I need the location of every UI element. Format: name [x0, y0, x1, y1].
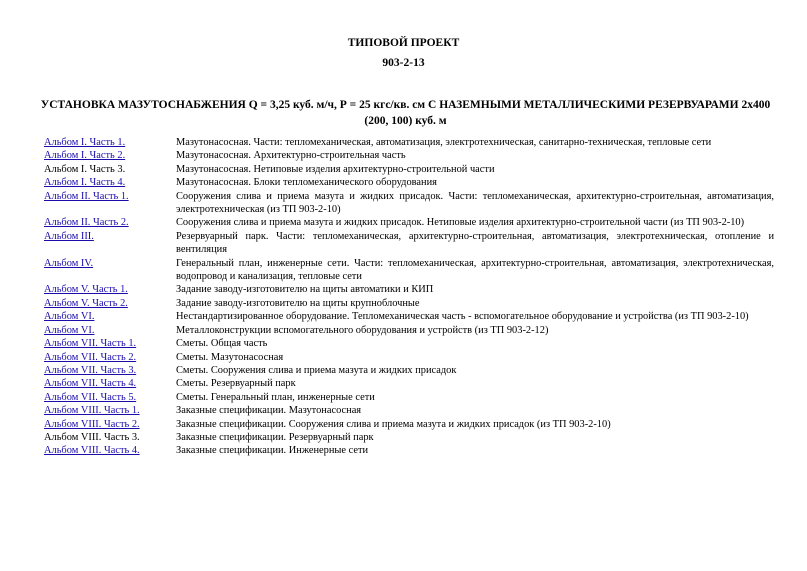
- album-name-cell: [44, 337, 176, 350]
- table-row: [44, 136, 774, 149]
- page-title: УСТАНОВКА МАЗУТОСНАБЖЕНИЯ Q = 3,25 куб. м/ч, Р = 25 кгс/кв. см С НАЗЕМНЫМИ МЕТАЛЛИЧЕСКИМИ РЕЗЕРВУАРАМИ 2х400 (200, 100) куб. м: [40, 99, 771, 127]
- album-description: Задание заводу-изготовителю на щиты автоматики и КИП: [176, 284, 434, 296]
- album-link[interactable]: Альбом I. Часть 1.: [44, 137, 126, 148]
- album-name-cell: [44, 163, 176, 176]
- table-row: [44, 377, 774, 390]
- album-description: Мазутонасосная. Архитектурно-строительная часть: [176, 150, 406, 162]
- album-description: Сметы. Мазутонасосная: [176, 351, 284, 363]
- table-row: [44, 364, 774, 377]
- table-row: [44, 351, 774, 364]
- table-row: [44, 337, 774, 350]
- album-description: Нестандартизированное оборудование. Тепломеханическая часть - вспомогательное оборудование и устройства (из ТП 903-2-10): [176, 311, 749, 323]
- album-description: Мазутонасосная. Нетиповые изделия архитектурно-строительной части: [176, 163, 495, 175]
- album-link[interactable]: Альбом II. Часть 2.: [44, 217, 129, 229]
- table-row: [44, 163, 774, 176]
- album-link[interactable]: Альбом VII. Часть 5.: [44, 391, 137, 403]
- album-link[interactable]: Альбом VIII. Часть 4.: [44, 445, 140, 457]
- album-link[interactable]: Альбом VII. Часть 1.: [44, 338, 137, 350]
- album-name-cell: [44, 283, 176, 296]
- albums-table: [44, 136, 774, 458]
- table-row: [44, 404, 774, 417]
- album-label: Альбом I. Часть 3.: [44, 163, 126, 175]
- album-link[interactable]: Альбом VI.: [44, 311, 95, 323]
- table-row: [44, 149, 774, 162]
- album-name-cell: [44, 149, 176, 162]
- album-link[interactable]: Альбом VII. Часть 2.: [44, 351, 137, 363]
- album-link[interactable]: Альбом I. Часть 2.: [44, 150, 126, 162]
- album-name-cell: [44, 216, 176, 229]
- table-row: [44, 190, 774, 217]
- album-name-cell: [44, 391, 176, 404]
- album-link[interactable]: Альбом VI.: [44, 324, 95, 336]
- album-description: Сооружения слива и приема мазута и жидких присадок. Части: тепломеханическая, архитектурно-строительная, автоматизация, электротехническая (из ТП 903-2-10): [176, 190, 774, 216]
- album-name-cell: [44, 444, 176, 457]
- table-row: [44, 257, 774, 284]
- album-description: Заказные спецификации. Сооружения слива и приема мазута и жидких присадок (из ТП 903-2-10): [176, 418, 611, 430]
- album-link[interactable]: Альбом VIII. Часть 1.: [44, 405, 140, 417]
- album-description: Сметы. Резервуарный парк: [176, 378, 296, 390]
- album-name-cell: [44, 297, 176, 310]
- album-link[interactable]: Альбом II. Часть 1.: [44, 190, 129, 202]
- album-link[interactable]: Альбом VII. Часть 3.: [44, 364, 137, 376]
- table-row: [44, 310, 774, 323]
- table-row: [44, 324, 774, 337]
- album-link[interactable]: Альбом VII. Часть 4.: [44, 378, 137, 390]
- album-link[interactable]: Альбом V. Часть 1.: [44, 284, 128, 296]
- table-row: [44, 431, 774, 444]
- album-description: Заказные спецификации. Инженерные сети: [176, 445, 369, 457]
- table-row: [44, 297, 774, 310]
- album-name-cell: [44, 176, 176, 189]
- album-name-cell: [44, 324, 176, 337]
- album-name-cell: [44, 418, 176, 431]
- album-name-cell: [44, 431, 176, 444]
- album-description: Заказные спецификации. Мазутонасосная: [176, 405, 362, 417]
- table-row: [44, 176, 774, 189]
- album-description: Металлоконструкции вспомогательного оборудования и устройств (из ТП 903-2-12): [176, 324, 549, 336]
- album-description: Сметы. Общая часть: [176, 338, 268, 350]
- album-name-cell: [44, 404, 176, 417]
- album-link[interactable]: Альбом V. Часть 2.: [44, 297, 128, 309]
- album-link[interactable]: Альбом IV.: [44, 257, 94, 269]
- album-name-cell: [44, 230, 176, 257]
- album-description: Мазутонасосная. Части: тепломеханическая, автоматизация, электротехническая, санитарно-техническая, тепловые сети: [176, 137, 712, 148]
- album-description: Сметы. Сооружения слива и приема мазута и жидких присадок: [176, 364, 457, 376]
- album-link[interactable]: Альбом III.: [44, 230, 94, 242]
- album-name-cell: [44, 351, 176, 364]
- album-name-cell: [44, 310, 176, 323]
- table-row: [44, 283, 774, 296]
- album-name-cell: [44, 364, 176, 377]
- album-description: Заказные спецификации. Резервуарный парк: [176, 431, 374, 443]
- table-row: [44, 216, 774, 229]
- album-name-cell: [44, 257, 176, 284]
- album-name-cell: [44, 190, 176, 217]
- album-name-cell: [44, 377, 176, 390]
- album-link[interactable]: Альбом VIII. Часть 2.: [44, 418, 140, 430]
- doc-heading: ТИПОВОЙ ПРОЕКТ: [347, 37, 460, 49]
- project-number: 903-2-13: [382, 57, 425, 69]
- album-description: Сметы. Генеральный план, инженерные сети: [176, 391, 375, 403]
- table-row: [44, 391, 774, 404]
- table-row: [44, 418, 774, 431]
- album-description: Сооружения слива и приема мазута и жидких присадок. Нетиповые изделия архитектурно-строительной части (из ТП 903-2-10): [176, 217, 745, 229]
- table-row: [44, 230, 774, 257]
- album-label: Альбом VIII. Часть 3.: [44, 431, 140, 443]
- table-row: [44, 444, 774, 457]
- album-description: Мазутонасосная. Блоки тепломеханического оборудования: [176, 177, 437, 189]
- album-name-cell: [44, 136, 176, 149]
- album-description: Задание заводу-изготовителю на щиты крупноблочные: [176, 297, 420, 309]
- album-description: Генеральный план, инженерные сети. Части: тепломеханическая, архитектурно-строительная, автоматизация, электротехническая, водопровод и канализация, тепловые сети: [176, 257, 774, 283]
- album-description: Резервуарный парк. Части: тепломеханическая, архитектурно-строительная, автоматизация, электротехническая, отопление и вентиляция: [176, 230, 774, 256]
- album-link[interactable]: Альбом I. Часть 4.: [44, 177, 126, 189]
